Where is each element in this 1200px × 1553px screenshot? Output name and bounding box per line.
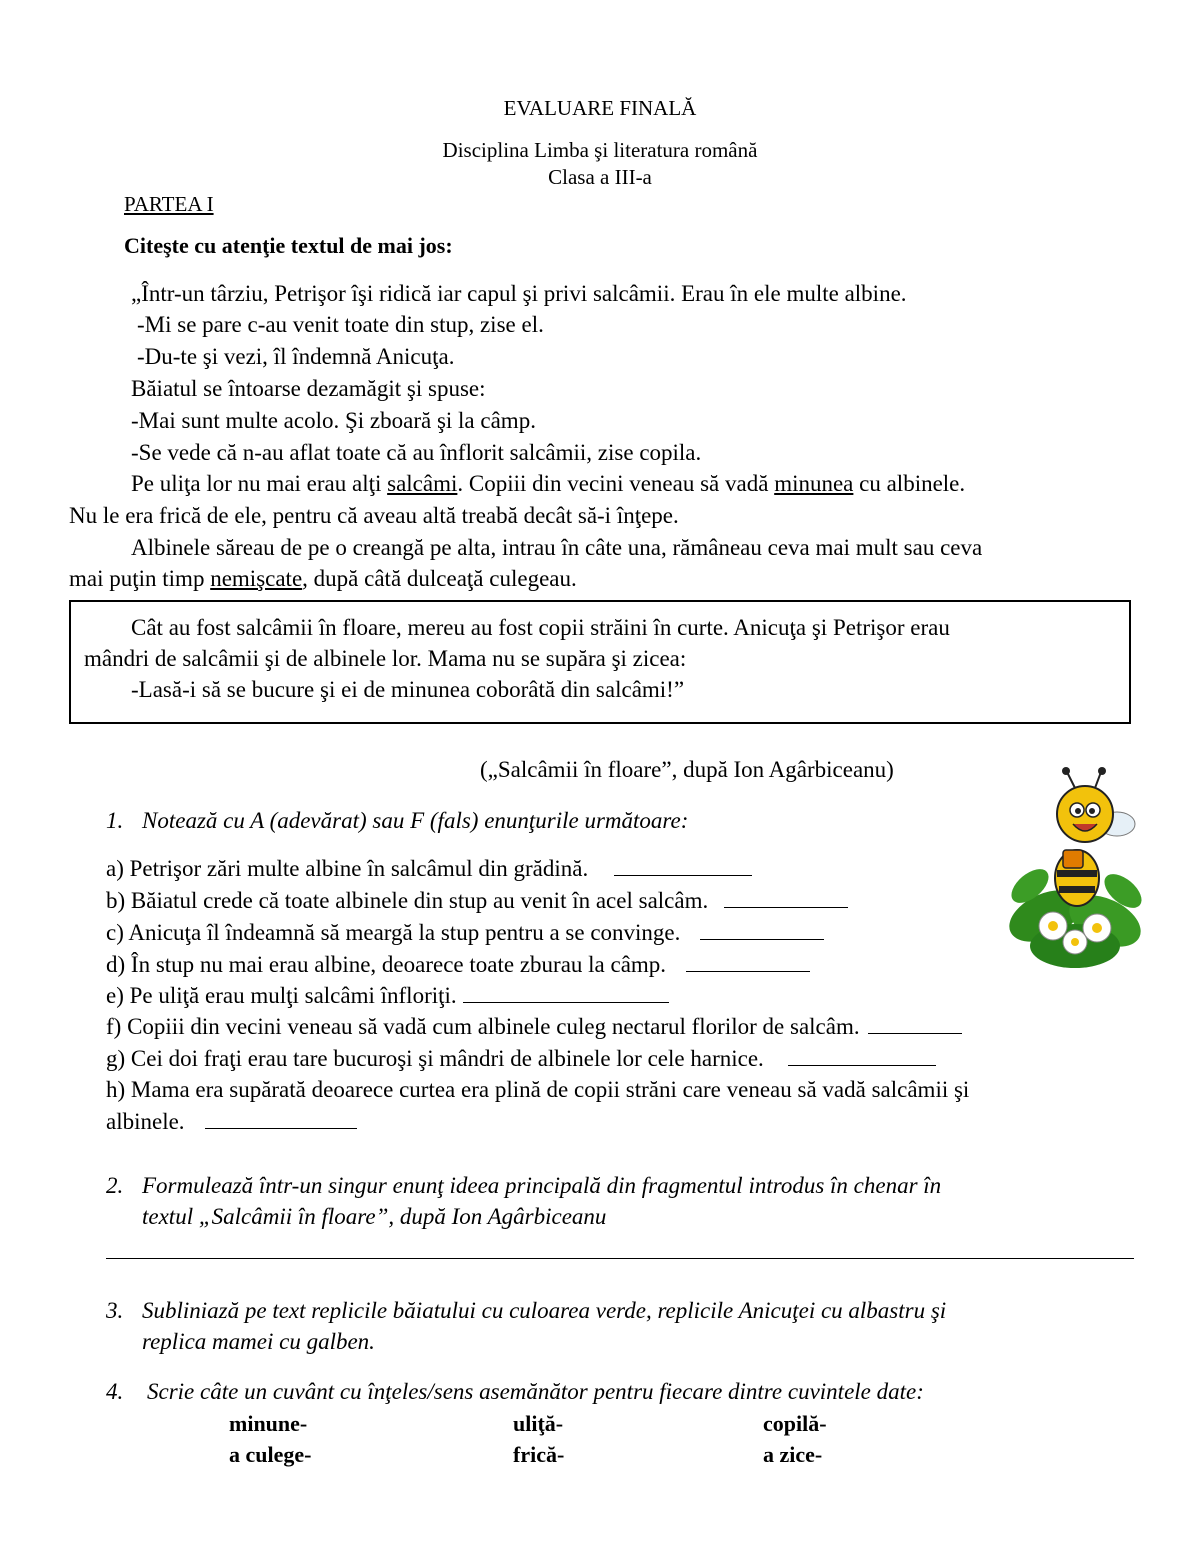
q4-number: 4. bbox=[106, 1379, 124, 1404]
statement-text: f) Copiii din vecini veneau să vadă cum albinele culeg nectarul florilor de salcâm. bbox=[106, 1014, 860, 1039]
answer-blank[interactable] bbox=[614, 857, 752, 876]
q1-item-h: h) Mama era supărată deoarece curtea era plină de copii străni care veneau să vadă salcâmii şi bbox=[106, 1077, 970, 1102]
statement-text: d) În stup nu mai erau albine, deoarece toate zburau la câmp. bbox=[106, 952, 667, 977]
q4-word: a zice- bbox=[763, 1442, 823, 1467]
part-heading: PARTEA I bbox=[124, 192, 214, 216]
q1-number: 1. bbox=[106, 808, 124, 833]
q2-line-1: Formulează într-un singur enunţ ideea principală din fragmentul introdus în chenar în bbox=[142, 1173, 942, 1198]
underlined-word-nemiscate: nemişcate bbox=[210, 566, 303, 591]
q1-item-g bbox=[106, 1046, 936, 1072]
statement-text: a) Petrişor zări multe albine în salcâmul din grădină. bbox=[106, 856, 589, 881]
text-line-9: Albinele săreau de pe o creangă pe alta, intrau în câte una, rămâneau ceva mai mult sau ceva bbox=[131, 535, 983, 560]
answer-blank[interactable] bbox=[700, 921, 824, 940]
q4-prompt: Scrie câte un cuvânt cu înţeles/sens asemănător pentru fiecare dintre cuvintele date: bbox=[147, 1379, 924, 1404]
text-line-5: -Mai sunt multe acolo. Şi zboară şi la câmp. bbox=[131, 408, 536, 433]
q3-line-1: Subliniază pe text replicile băiatului cu culoarea verde, replicile Anicuţei cu albastru şi bbox=[142, 1298, 947, 1323]
text-line-3: -Du-te şi vezi, îl îndemnă Anicuţa. bbox=[137, 344, 455, 369]
text-segment: Pe uliţa lor nu mai erau alţi bbox=[131, 471, 388, 496]
answer-blank[interactable] bbox=[868, 1015, 962, 1034]
q4-word: frică- bbox=[513, 1442, 565, 1467]
q4-word: minune- bbox=[229, 1411, 308, 1436]
underlined-word-salcami: salcâmi bbox=[387, 471, 458, 496]
q4-word: copilă- bbox=[763, 1411, 827, 1436]
answer-blank[interactable] bbox=[463, 984, 669, 1003]
q2-number: 2. bbox=[106, 1173, 124, 1198]
text-line-8: Nu le era frică de ele, pentru că aveau altă treabă decât să-i înţepe. bbox=[69, 503, 679, 528]
boxed-line-2: mândri de salcâmii şi de albinele lor. Mama nu se supăra şi zicea: bbox=[84, 646, 687, 671]
document-title: EVALUARE FINALĂ bbox=[503, 96, 697, 120]
answer-blank[interactable] bbox=[724, 889, 848, 908]
text-line-1: „Într-un târziu, Petrişor îşi ridică iar capul şi privi salcâmii. Erau în ele multe albine. bbox=[131, 281, 907, 306]
statement-text: c) Anicuţa îl îndeamnă să meargă la stup pentru a se convinge. bbox=[106, 920, 681, 945]
boxed-line-3: -Lasă-i să se bucure şi ei de minunea coborâtă din salcâmi!” bbox=[131, 677, 685, 702]
q4-word: uliţă- bbox=[513, 1411, 564, 1436]
bee-on-flowers-illustration bbox=[1005, 766, 1145, 972]
statement-text: albinele. bbox=[106, 1109, 185, 1134]
text-segment: mai puţin timp bbox=[69, 566, 211, 591]
q2-answer-line[interactable] bbox=[106, 1258, 1134, 1259]
q4-word: a culege- bbox=[229, 1442, 312, 1467]
text-segment: cu albinele. bbox=[853, 471, 966, 496]
text-line-2: -Mi se pare c-au venit toate din stup, zise el. bbox=[137, 312, 544, 337]
answer-blank[interactable] bbox=[205, 1110, 357, 1129]
q1-item-b bbox=[106, 888, 848, 914]
answer-blank[interactable] bbox=[788, 1047, 936, 1066]
text-line-6: -Se vede că n-au aflat toate că au înflorit salcâmii, zise copila. bbox=[131, 440, 702, 465]
text-line-10 bbox=[69, 566, 577, 592]
discipline-line: Disciplina Limba şi literatura română bbox=[442, 138, 758, 162]
q2-line-2: textul „Salcâmii în floare”, după Ion Agârbiceanu bbox=[142, 1204, 607, 1229]
statement-text: b) Băiatul crede că toate albinele din stup au venit în acel salcâm. bbox=[106, 888, 709, 913]
q1-item-c bbox=[106, 920, 824, 946]
text-source: („Salcâmii în floare”, după Ion Agârbiceanu) bbox=[480, 757, 894, 782]
text-segment: , după câtă dulceaţă culegeau. bbox=[302, 566, 577, 591]
grade-line: Clasa a III-a bbox=[548, 165, 652, 189]
reading-instruction: Citeşte cu atenţie textul de mai jos: bbox=[124, 233, 453, 258]
q3-number: 3. bbox=[106, 1298, 124, 1323]
q3-line-2: replica mamei cu galben. bbox=[142, 1329, 375, 1354]
text-line-4: Băiatul se întoarse dezamăgit şi spuse: bbox=[131, 376, 486, 401]
underlined-word-minunea: minunea bbox=[774, 471, 854, 496]
text-line-7 bbox=[131, 471, 965, 497]
text-segment: . Copiii din vecini veneau să vadă bbox=[457, 471, 775, 496]
q1-item-d bbox=[106, 952, 810, 978]
q1-item-f bbox=[106, 1014, 962, 1040]
statement-text: g) Cei doi fraţi erau tare bucuroşi şi mândri de albinele lor cele harnice. bbox=[106, 1046, 764, 1071]
statement-text: e) Pe uliţă erau mulţi salcâmi înfloriţi. bbox=[106, 983, 457, 1008]
boxed-line-1: Cât au fost salcâmii în floare, mereu au fost copii străini în curte. Anicuţa şi Petrişor erau bbox=[131, 615, 950, 640]
q1-prompt: Notează cu A (adevărat) sau F (fals) enunţurile următoare: bbox=[142, 808, 689, 833]
q1-item-a bbox=[106, 856, 752, 882]
q1-item-h-cont bbox=[106, 1109, 357, 1135]
answer-blank[interactable] bbox=[686, 953, 810, 972]
q1-item-e bbox=[106, 983, 669, 1009]
